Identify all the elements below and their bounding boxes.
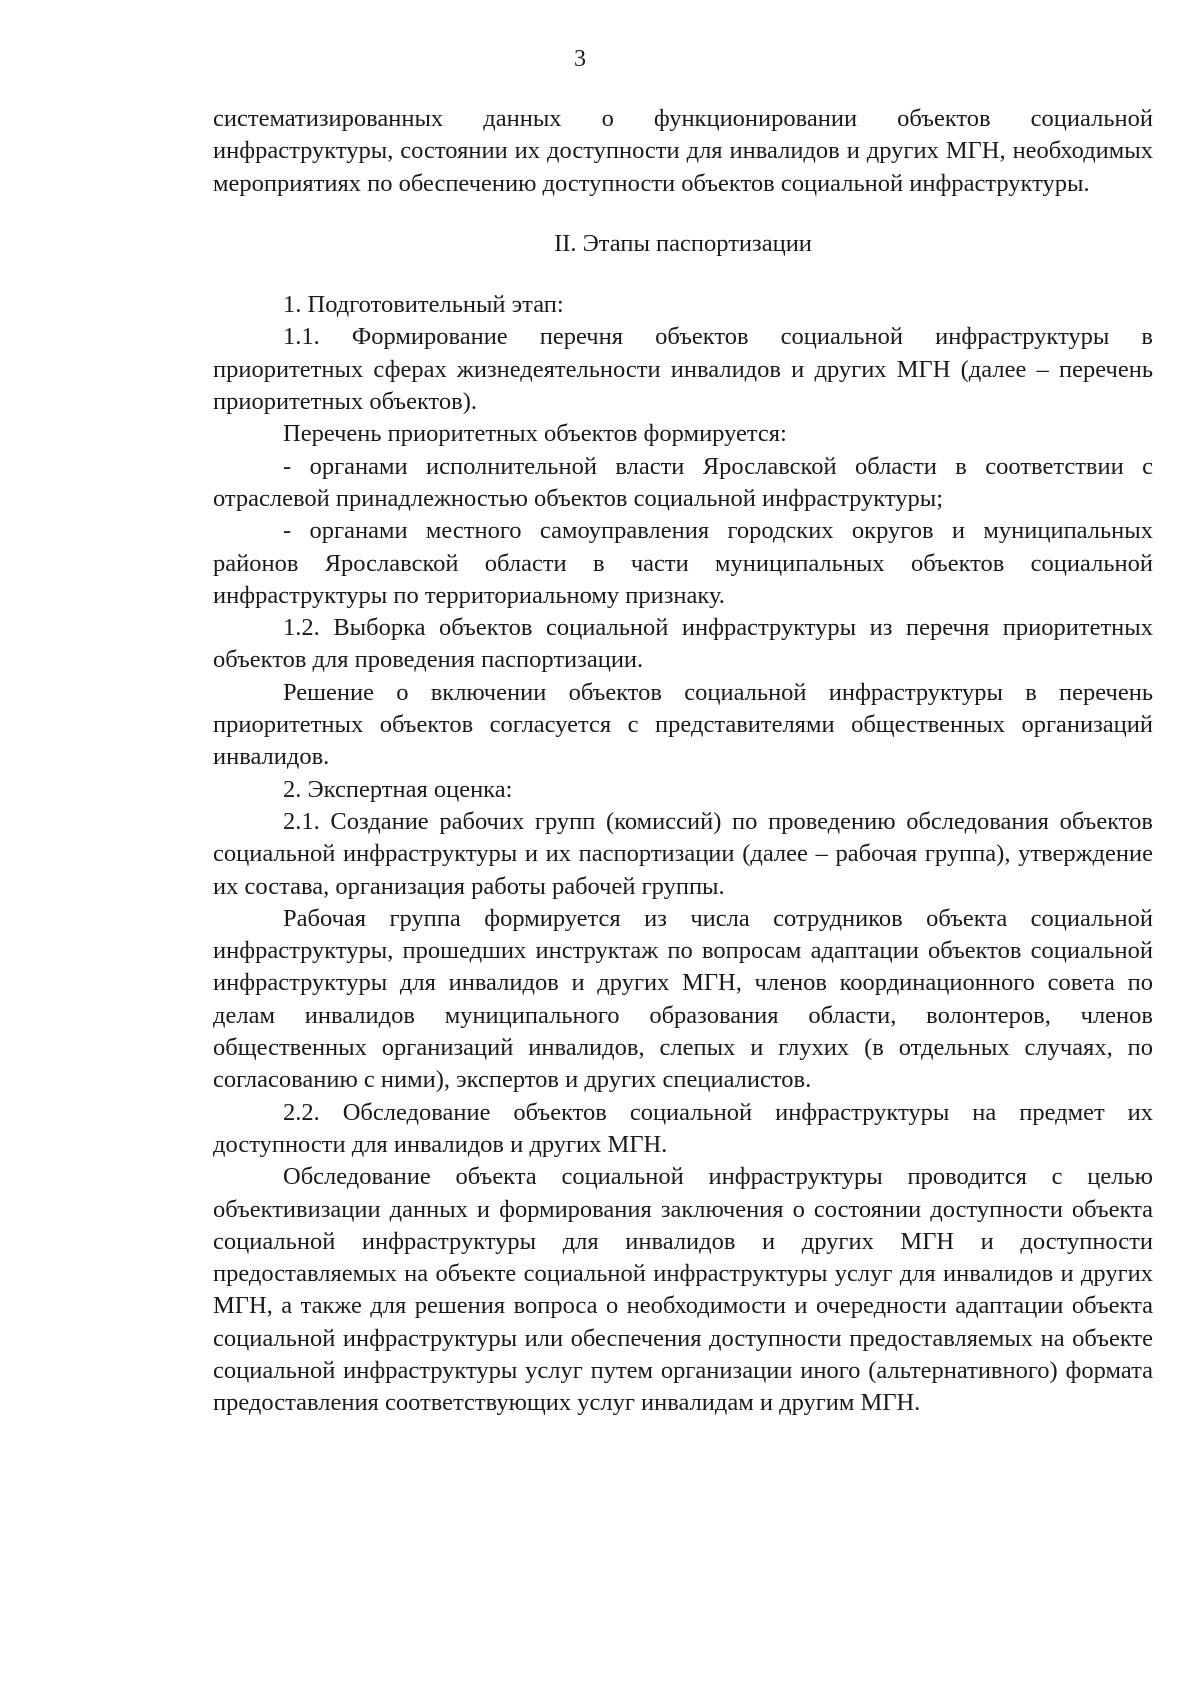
paragraph-2-1: 2.1. Создание рабочих групп (комиссий) по проведению обследования объектов социальной инфраструктуры и их паспортизации (далее – рабочая группа), утверждение их состава, организация работы рабочей группы.	[213, 807, 1153, 900]
paragraph-decision: Решение о включении объектов социальной инфраструктуры в перечень приоритетных объектов согласуется с представителями общественных организаций инвалидов.	[213, 678, 1153, 771]
section-heading: II. Этапы паспортизации	[554, 229, 812, 257]
paragraph-list-item-2: - органами местного самоуправления городских округов и муниципальных районов Ярославской области в части муниципальных объектов социальной инфраструктуры по территориальному признаку.	[213, 517, 1153, 609]
paragraph-1-1: 1.1. Формирование перечня объектов социальной инфраструктуры в приоритетных сферах жизнедеятельности инвалидов и других МГН (далее – перечень приоритетных объектов).	[213, 323, 1153, 416]
paragraph-intro-continuation: систематизированных данных о функционировании объектов социальной инфраструктуры, состоянии их доступности для инвалидов и других МГН, необходимых мероприятиях по обеспечению доступности объектов социальной инфраструктуры.	[213, 105, 1153, 197]
page-number: 3	[574, 46, 586, 72]
document-body	[213, 103, 1153, 1420]
paragraph-list-intro: Перечень приоритетных объектов формируется:	[283, 420, 787, 448]
paragraph-stage-2: 2. Экспертная оценка:	[283, 775, 513, 803]
paragraph-2-2: 2.2. Обследование объектов социальной инфраструктуры на предмет их доступности для инвалидов и других МГН.	[213, 1098, 1153, 1158]
paragraph-working-group: Рабочая группа формируется из числа сотрудников объекта социальной инфраструктуры, прошедших инструктаж по вопросам адаптации объектов социальной инфраструктуры для инвалидов и других МГН, членов координационного совета по делам инвалидов муниципального образования области, волонтеров, членов общественных организаций инвалидов, слепых и глухих (в отдельных случаях, по согласованию с ними), экспертов и других специалистов.	[213, 904, 1153, 1094]
paragraph-1-2: 1.2. Выборка объектов социальной инфраструктуры из перечня приоритетных объектов для проведения паспортизации.	[213, 614, 1153, 674]
paragraph-stage-1: 1. Подготовительный этап:	[283, 291, 564, 319]
paragraph-inspection: Обследование объекта социальной инфраструктуры проводится с целью объективизации данных и формирования заключения о состоянии доступности объекта социальной инфраструктуры для инвалидов и других МГН и доступности предоставляемых на объекте социальной инфраструктуры услуг для инвалидов и других МГН, а также для решения вопроса о необходимости и очередности адаптации объекта социальной инфраструктуры или обеспечения доступности предоставляемых на объекте социальной инфраструктуры услуг путем организации иного (альтернативного) формата предоставления соответствующих услуг инвалидам и другим МГН.	[213, 1163, 1153, 1417]
paragraph-list-item-1: - органами исполнительной власти Ярославской области в соответствии с отраслевой принадлежностью объектов социальной инфраструктуры;	[213, 452, 1153, 512]
